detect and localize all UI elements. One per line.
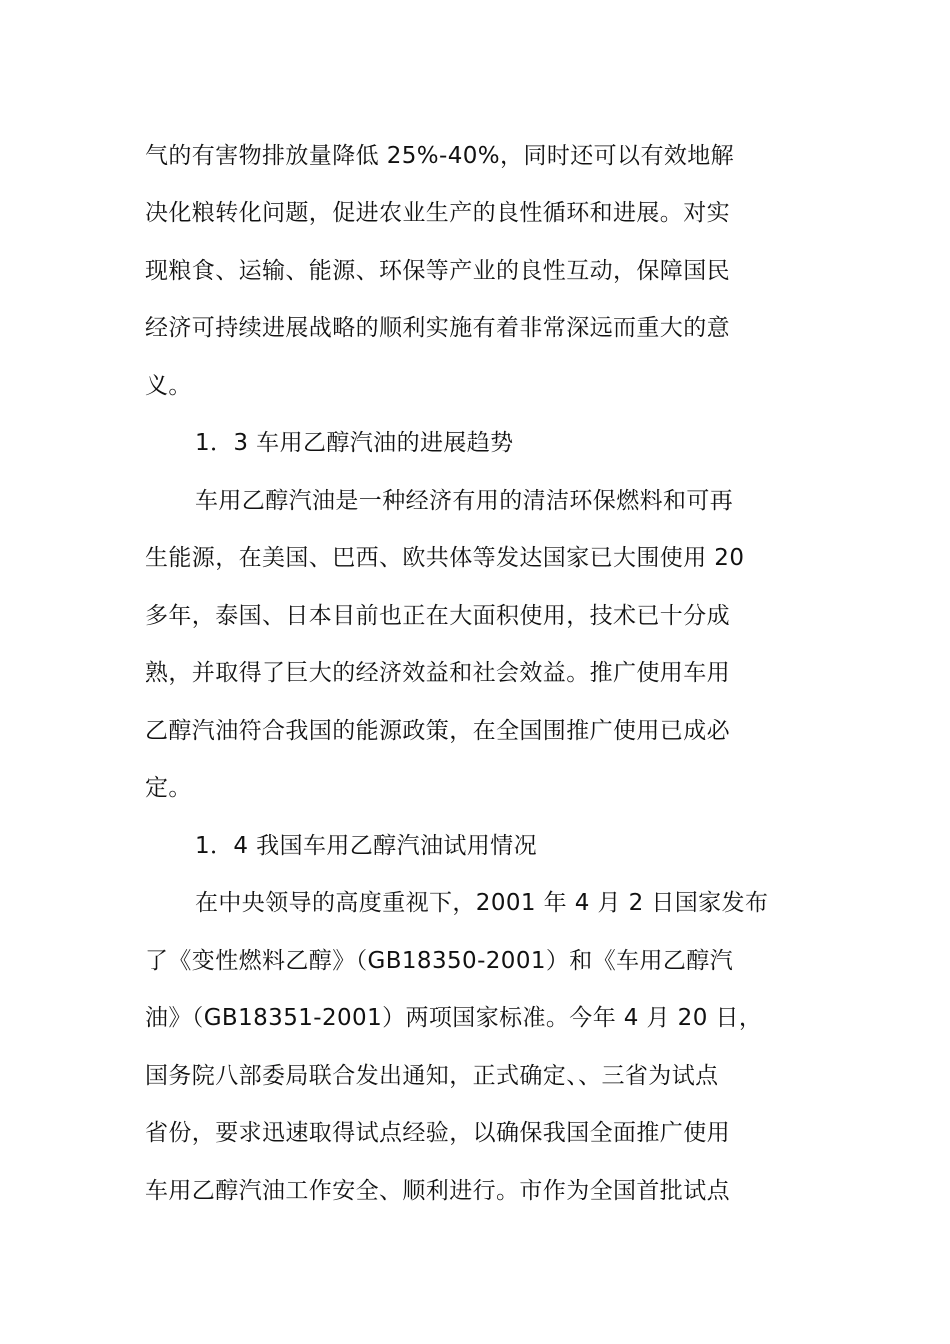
paragraph-line: 车用乙醇汽油工作安全、顺利进行。市作为全国首批试点 (145, 1178, 730, 1204)
paragraph-line: 生能源，在美国、巴西、欧共体等发达国家已大围使用 20 (145, 545, 745, 571)
paragraph-line: 油》（GB18351-2001）两项国家标准。今年 4 月 20 日， (145, 1005, 763, 1031)
paragraph-line: 熟，并取得了巨大的经济效益和社会效益。推广使用车用 (145, 660, 730, 686)
section-heading-1-3: 1．3 车用乙醇汽油的进展趋势 (195, 430, 514, 456)
paragraph-line: 省份，要求迅速取得试点经验，以确保我国全面推广使用 (145, 1120, 730, 1146)
paragraph-line: 在中央领导的高度重视下，2001 年 4 月 2 日国家发布 (195, 890, 769, 916)
paragraph-line: 了《变性燃料乙醇》（GB18350-2001）和《车用乙醇汽 (145, 948, 734, 974)
paragraph-line: 多年，泰国、日本目前也正在大面积使用，技术已十分成 (145, 603, 730, 629)
paragraph-line: 现粮食、运输、能源、环保等产业的良性互动，保障国民 (145, 258, 730, 284)
section-heading-1-4: 1．4 我国车用乙醇汽油试用情况 (195, 833, 537, 859)
paragraph-line: 经济可持续进展战略的顺利实施有着非常深远而重大的意 (145, 315, 730, 341)
paragraph-line: 国务院八部委局联合发出通知，正式确定、、三省为试点 (145, 1063, 719, 1089)
paragraph-line: 气的有害物排放量降低 25%-40%，同时还可以有效地解 (145, 143, 735, 169)
paragraph-line: 乙醇汽油符合我国的能源政策，在全国围推广使用已成必 (145, 718, 730, 744)
paragraph-line: 义。 (145, 373, 192, 399)
paragraph-line: 决化粮转化问题，促进农业生产的良性循环和进展。对实 (145, 200, 730, 226)
paragraph-line: 车用乙醇汽油是一种经济有用的清洁环保燃料和可再 (195, 488, 734, 514)
paragraph-line: 定。 (145, 775, 192, 801)
